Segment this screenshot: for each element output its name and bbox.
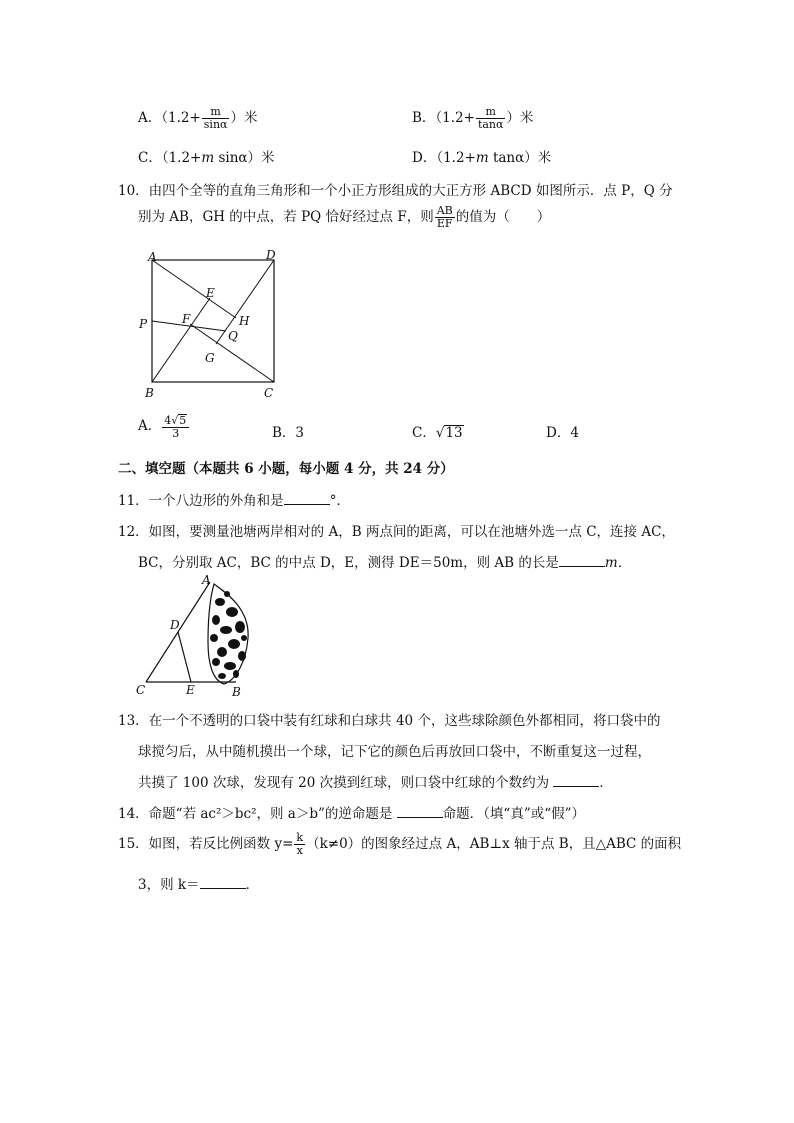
label-c: C [136, 683, 146, 697]
label-a: A [148, 250, 157, 264]
q11: 11．一个八边形的外角和是 °． [118, 493, 350, 509]
q10-option-a: A． $\frac{4√5}{3}$ [138, 414, 190, 439]
q15-text-line2: 3，则 k＝ ． [138, 877, 260, 893]
q10-fraction: $\frac{AB}{EF}$ [436, 204, 453, 230]
q10-option-c: C．√13 [412, 425, 463, 441]
segment-be [152, 298, 210, 382]
label-p: P [139, 317, 148, 331]
q15-answer-blank [200, 876, 246, 889]
label-e: E [206, 286, 215, 300]
segment-ah [152, 260, 236, 318]
q15-text-line1: 15．如图，若反比例函数 y= $\frac{k}{x}$ （k≠0）的图象经过点 A，AB⊥x 轴于点 B，且△ABC 的面积 [118, 831, 682, 857]
segment-dg [216, 260, 274, 344]
q13-answer-blank [553, 774, 599, 787]
q13-text-line3: 共摸了 100 次球，发现有 20 次摸到红球，则口袋中红球的个数约为 ． [138, 775, 613, 791]
q10-option-b: B．3 [272, 425, 305, 441]
q15-fraction: $\frac{k}{x}$ [296, 831, 304, 857]
q9-option-c: C．（1.2+m sinα）米 [138, 150, 275, 166]
q9-option-a-fraction: $\frac{m}{\sin\alpha}$ [203, 105, 228, 131]
q9-option-b-fraction: $\frac{m}{\tan\alpha}$ [477, 105, 504, 131]
label-h: H [239, 314, 250, 328]
q10-text-line2: 别为 AB，GH 的中点，若 PQ 恰好经过点 F，则 $\frac{AB}{EF}$ 的值为（ ） [138, 204, 551, 230]
q10-text-line1: 10．由四个全等的直角三角形和一个小正方形组成的大正方形 ABCD 如图所示．点 P，Q 分 [118, 183, 673, 199]
q11-answer-blank [284, 492, 330, 505]
label-d: D [266, 248, 276, 262]
q10-option-a-fraction: $\frac{4√5}{3}$ [162, 414, 189, 439]
q12-pond-figure [132, 572, 257, 700]
label-d: D [170, 618, 180, 632]
q9-option-b: B．（1.2+ $\frac{m}{\tan\alpha}$ ）米 [412, 105, 534, 131]
q10-square-figure [130, 248, 290, 403]
label-b: B [145, 386, 154, 400]
label-a: A [202, 573, 211, 587]
q9-option-d: D．（1.2+m tanα）米 [412, 150, 552, 166]
label-b: B [232, 685, 241, 699]
q12-text-line2: BC，分别取 AC，BC 的中点 D，E，测得 DE＝50m，则 AB 的长是 m． [138, 555, 632, 571]
q9-option-a: A．（1.2+ $\frac{m}{\sin\alpha}$ ）米 [138, 105, 258, 131]
label-g: G [205, 351, 215, 365]
q14: 14．命题“若 ac²＞bc²，则 a＞b”的逆命题是 命题．（填“真”或“假”） [118, 806, 586, 822]
q14-answer-blank [397, 805, 443, 818]
segment-de [178, 632, 191, 682]
q13-text-line1: 13．在一个不透明的口袋中装有红球和白球共 40 个，这些球除颜色外都相同，将口袋中的 [118, 713, 661, 729]
label-c: C [264, 386, 274, 400]
q12-text-line1: 12．如图，要测量池塘两岸相对的 A，B 两点间的距离，可以在池塘外选一点 C，连接 AC， [118, 524, 675, 540]
q10-option-d: D．4 [546, 425, 579, 441]
label-e: E [186, 683, 195, 697]
q13-text-line2: 球搅匀后，从中随机摸出一个球，记下它的颜色后再放回口袋中，不断重复这一过程， [138, 744, 651, 760]
q12-answer-blank [559, 554, 605, 567]
label-q: Q [228, 329, 238, 343]
section-2-title: 二、填空题（本题共 6 小题，每小题 4 分，共 24 分） [118, 461, 454, 477]
label-f: F [182, 312, 191, 326]
